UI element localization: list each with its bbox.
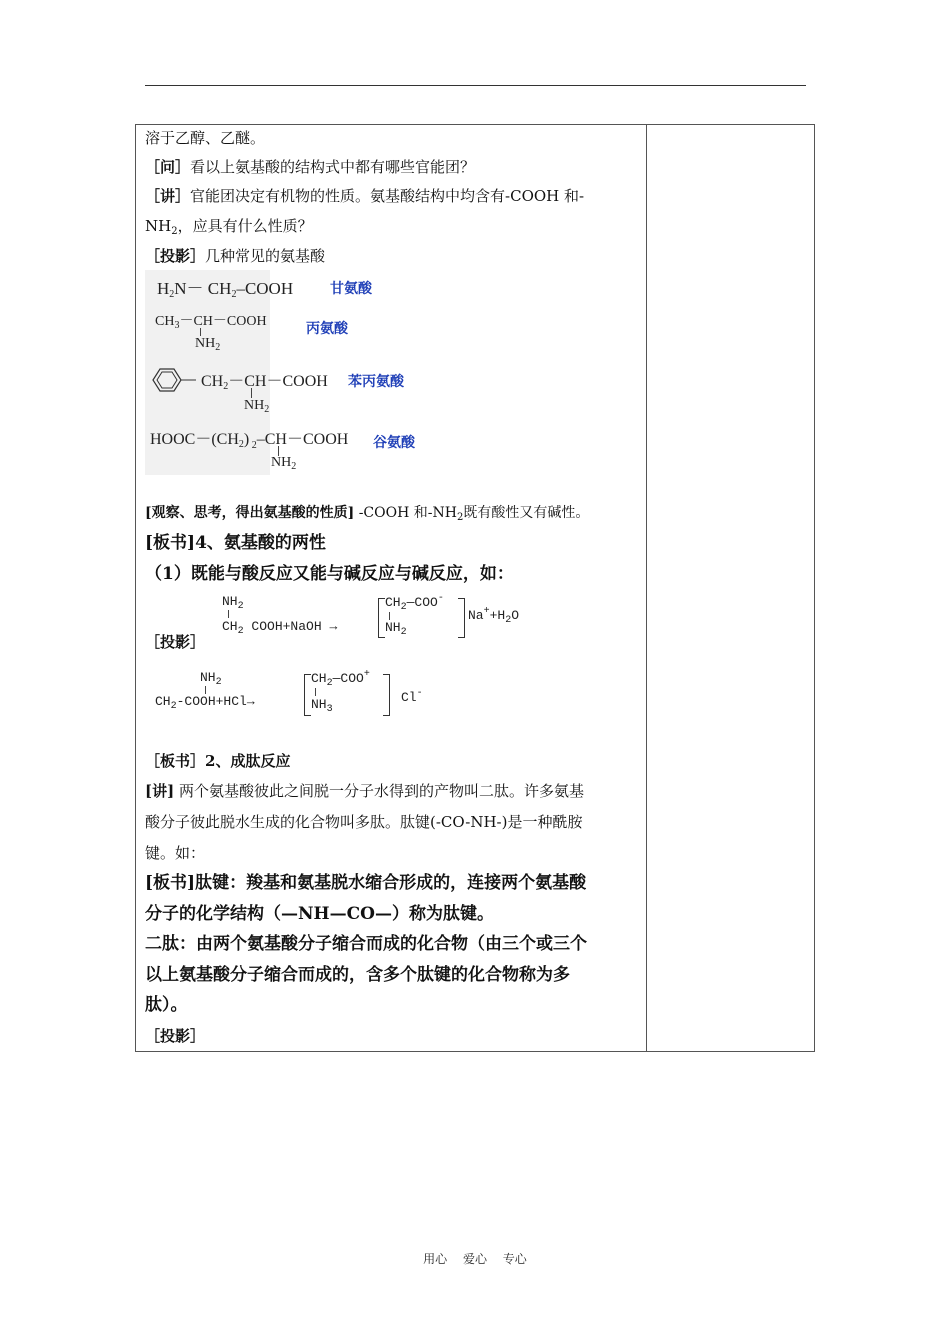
reaction2-product-nh3: $NH_3$ (311, 697, 333, 715)
reaction2-bond (205, 686, 206, 694)
alanine-formula: $CH_3-CH-COOH$ (155, 314, 267, 331)
glycine-name: 甘氨酸 (330, 281, 372, 297)
lecture-line-2 (145, 216, 313, 236)
reaction2-product-top: $CH_2—COO^+$ (311, 669, 370, 689)
reaction1-product-bond (389, 612, 390, 620)
observation-text: -COOH 和-NH (358, 505, 457, 521)
alanine-bond (200, 328, 201, 336)
question-tag: ［问］ (145, 158, 191, 176)
reaction2-product-bond (315, 688, 316, 696)
reaction1-product-nh2: $NH_2$ (385, 620, 407, 638)
reaction2-nh2: $NH_2$ (200, 670, 222, 688)
projection-line-3 (145, 1026, 205, 1046)
lecture-2-text-1: 两个氨基酸彼此之间脱一分子水得到的产物叫二肽。许多氨基 (178, 782, 584, 800)
text-line-1: 溶于乙醇、乙醚。 (145, 129, 266, 147)
projection-text: 几种常见的氨基酸 (205, 247, 326, 265)
reaction1-reactants: $CH_2$ COOH+NaOH → (222, 619, 338, 637)
reaction1-products-rest: $Na^++H_2O$ (468, 606, 520, 626)
glutamic-acid-nh2: $NH_2$ (271, 455, 297, 472)
peptide-bond-def-1: [板书]肽键：羧基和氨基脱水缩合形成的，连接两个氨基酸 (145, 873, 587, 893)
dipeptide-def-2: 以上氨基酸分子缩合而成的，含多个肽键的化合物称为多 (145, 965, 570, 985)
projection-tag: ［投影］ (145, 247, 206, 265)
phenylalanine-formula: $CH_2-CH-COOH$ (201, 373, 328, 392)
phenylalanine-nh2: $NH_2$ (244, 398, 270, 415)
dipeptide-def-3: 肽）。 (145, 995, 188, 1015)
reaction2-reactants: $CH_2-COOH+HCl\to$ (155, 694, 255, 712)
reaction1-nh2: $NH_2$ (222, 594, 244, 612)
alanine-name: 丙氨酸 (306, 321, 348, 337)
board-subheading-1: （1）既能与酸反应又能与碱反应与碱反应，如： (145, 564, 514, 584)
projection-line-1 (145, 246, 325, 266)
lecture-text: 官能团决定有机物的性质。氨基酸结构中均含有-COOH 和- (190, 187, 585, 205)
board-tag-2: ［板书］ (145, 752, 206, 770)
board-line-2 (145, 751, 290, 771)
lecture-line-1 (145, 186, 584, 206)
reaction2-right-bracket (383, 674, 390, 716)
board-heading-4: [板书]4、氨基酸的两性 (145, 533, 326, 553)
peptide-bond-def-2: 分子的化学结构（—NH—CO—）称为肽键。 (145, 904, 494, 924)
lecture-question: ，应具有什么性质？ (177, 217, 313, 235)
phenylalanine-bond (251, 388, 252, 398)
reaction2-left-bracket (304, 674, 311, 716)
projection-tag-2: ［投影］ (145, 633, 206, 651)
page-footer: 用心 爱心 专心 (423, 1252, 527, 1266)
lecture-2-line-1 (145, 781, 584, 801)
observation-text-end: 既有酸性又有碱性。 (463, 505, 590, 521)
lecture-nh: NH (145, 217, 172, 235)
glutamic-acid-formula: $HOOC-(CH_2)$ $_2$–CH－COOH (150, 431, 349, 451)
glutamic-acid-name: 谷氨酸 (373, 435, 415, 451)
reaction1-product-top: $CH_2—COO^-$ (385, 593, 444, 613)
projection-line-2 (145, 632, 205, 652)
lecture-2-line-3: 键。如： (145, 844, 206, 862)
board-text-2: 2、成肽反应 (205, 752, 291, 770)
question-line (145, 157, 475, 177)
benzene-ring-icon (150, 367, 200, 393)
lecture-2-tag: [讲] (145, 782, 175, 800)
observation-sub: 2 (456, 512, 464, 523)
lecture-tag: ［讲］ (145, 187, 191, 205)
lecture-2-line-2: 酸分子彼此脱水生成的化合物叫多肽。肽键(-CO-NH-)是一种酰胺 (145, 813, 583, 831)
dipeptide-def-1: 二肽：由两个氨基酸分子缩合而成的化合物（由三个或三个 (145, 934, 587, 954)
glycine-formula: $H_2N-$ $CH_2$–COOH (157, 279, 294, 300)
phenylalanine-name: 苯丙氨酸 (348, 374, 404, 390)
reaction1-bond (228, 610, 229, 618)
observation-tag: [观察、思考，得出氨基酸的性质] (145, 505, 355, 521)
table-column-divider (646, 124, 647, 1052)
reaction2-chloride: Cl- (401, 688, 423, 705)
lecture-nh-sub: 2 (171, 226, 178, 237)
alanine-nh2: $NH_2$ (195, 336, 221, 353)
question-text: 看以上氨基酸的结构式中都有哪些官能团？ (190, 158, 476, 176)
reaction1-left-bracket (378, 598, 385, 638)
projection-tag-3: ［投影］ (145, 1027, 206, 1045)
header-rule (145, 85, 806, 86)
observation-line (145, 503, 589, 523)
reaction1-right-bracket (458, 598, 465, 638)
